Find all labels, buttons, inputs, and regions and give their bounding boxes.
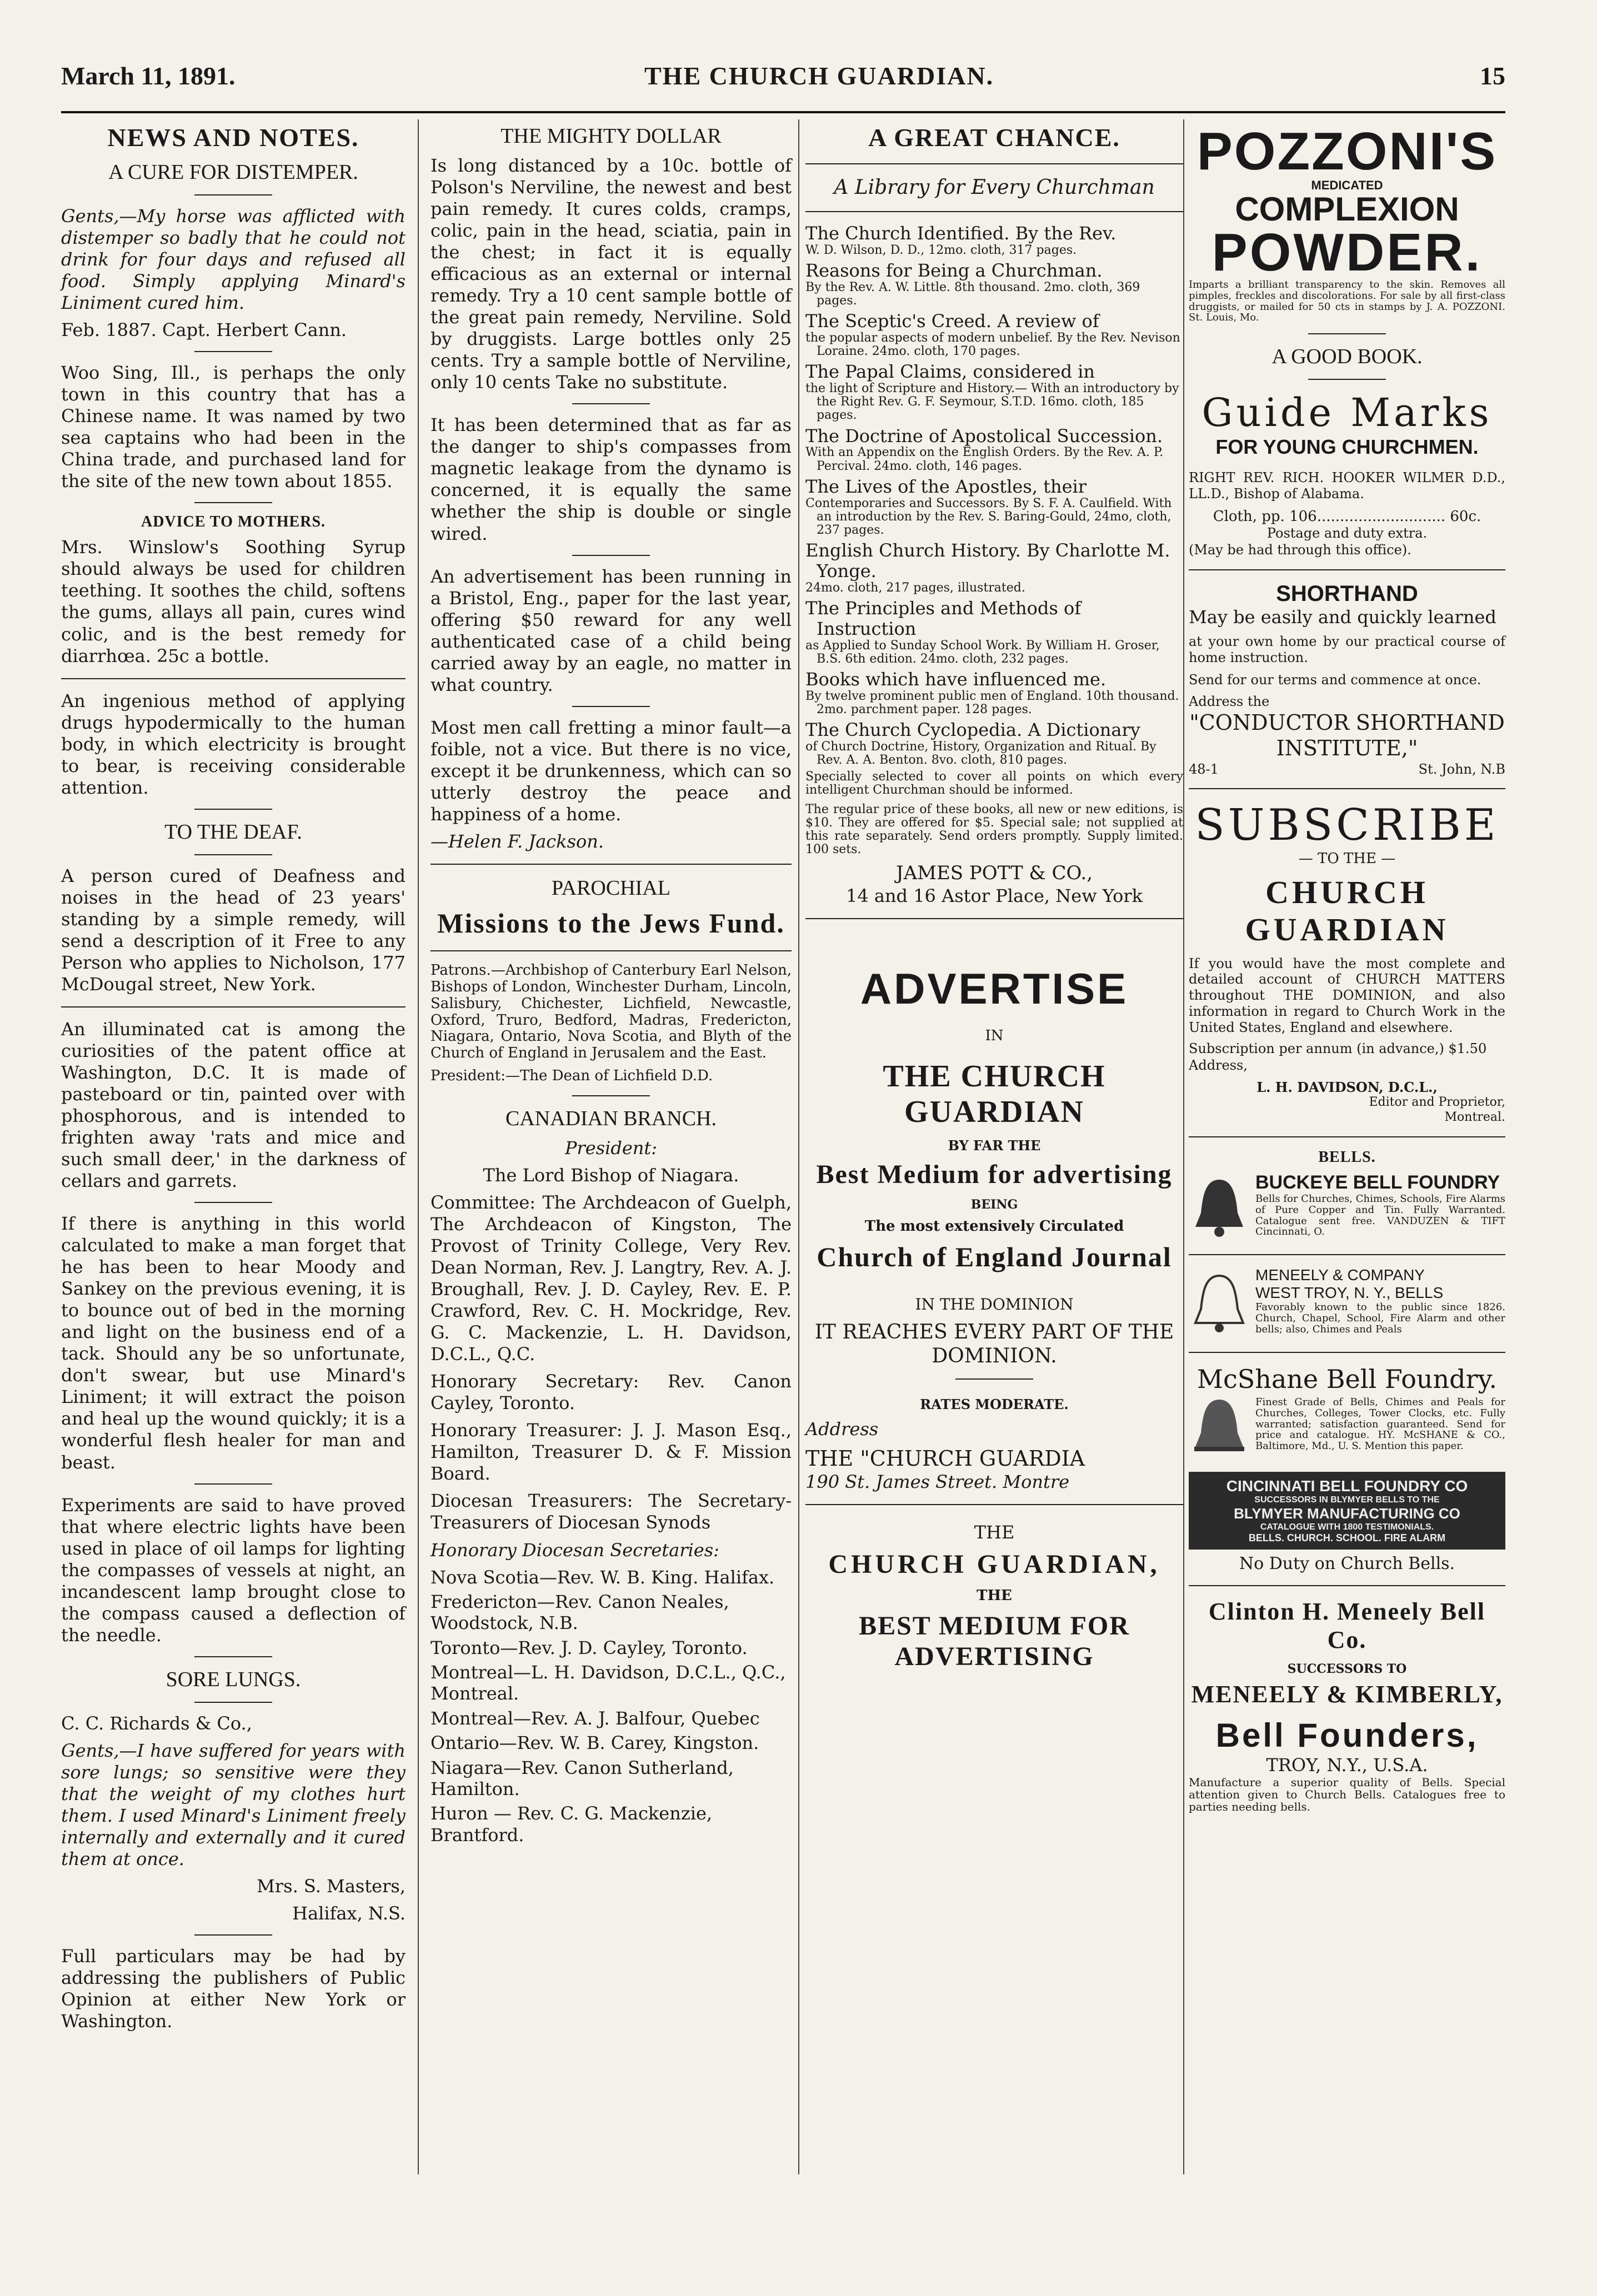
list-item: Montreal—Rev. A. J. Balfour, Quebec [430, 1707, 760, 1729]
column-divider [1183, 119, 1184, 2174]
church-journal-heading: Church of England Journal [817, 1241, 1172, 1273]
page-number: 15 [1480, 62, 1505, 90]
buckeye-text: Bells for Churches, Chimes, Schools, Fire Alarms of Pure Copper and Tin. Fully Warranted. Catalogue sent free. VANDUZEN & TIFT Cincinnati, O. [1255, 1192, 1506, 1238]
mcshane-ad [1189, 1394, 1505, 1461]
column-4 [1189, 119, 1505, 1818]
book-title: The Church Cyclopedia. A Dictionary [805, 719, 1140, 741]
meneely-title: MENEELY & COMPANY [1255, 1266, 1425, 1284]
book-title: The Principles and Methods of Instruction [805, 597, 1082, 639]
book-detail: Contemporaries and Successors. By S. F. A. Caulfield. With an introduction by the Rev. S. Baring-Gould, 24mo, cloth, 237 pages. [805, 496, 1172, 537]
article-body: Is long distanced by a 10c. bottle of Polson's Nerviline, the newest and best pain remedy. It cures colds, cramps, colic, pain in the head, sciatia, pain in the chest; in fact it is equally efficacious as an external or internal remedy. Try a 10 cent sample bottle of the great pain remedy, Nerviline. Sold by druggists. Large bottles only 25 cents. Try a sample bottle of Nerviline, only 10 cents Take no substitute. [430, 155, 792, 393]
mcshane-text: Finest Grade of Bells, Chimes and Peals for Churches, Colleges, Tower Clocks, etc. Fully warranted; satisfaction guaranteed. Send for price and catalogue. HY. McSHANE & CO., Baltimore, Md., U. S. Mention this paper. [1255, 1396, 1505, 1452]
great-chance-heading: A GREAT CHANCE. [868, 123, 1120, 152]
by-far-label: BY FAR THE [948, 1137, 1041, 1154]
divider [430, 950, 792, 951]
book-title: Reasons for Being a Churchman. [805, 259, 1103, 281]
article-body: A person cured of Deafness and noises in the head of 23 years' standing by a simple remedy, will send a description of it Free to any Person who applies to Nicholson, 177 McDougal street, New York. [61, 865, 405, 995]
advertise-heading: ADVERTISE [860, 964, 1129, 1013]
secretaries-list [430, 1567, 792, 1846]
book-detail: 24mo. cloth, 217 pages, illustrated. [805, 580, 1025, 595]
ref-number: 48-1 [1189, 761, 1219, 777]
divider [1189, 1136, 1505, 1137]
divider [1189, 1352, 1505, 1353]
library-subtitle: A Library for Every Churchman [834, 176, 1155, 199]
circulated-label: The most extensively Circulated [864, 1217, 1124, 1235]
price-note: The regular price of these books, all new or new editions, is $10. They are offered for $5. Special sale; not supplied at this rate separately. Send orders promptly. Supply limited. 100 sets. [805, 802, 1183, 857]
address-the: Address the [1189, 693, 1270, 709]
blymyer-ad [1189, 1472, 1505, 1550]
shorthand-heading: SHORTHAND [1276, 581, 1418, 606]
article-body: Gents,—My horse was afflicted with distemper so badly that he could not drink for four days and refused all food. Simply applying Minard's Liniment cured him. [61, 205, 405, 314]
divider [572, 1095, 650, 1096]
troy-label: TROY, N.Y., U.S.A. [1266, 1754, 1428, 1776]
cincinnati-title: CINCINNATI BELL FOUNDRY CO [1226, 1477, 1468, 1495]
subscribe-address-label: Address, [1189, 1057, 1248, 1073]
pozzoni-text: Imparts a brilliant transparency to the skin. Removes all pimples, freckles and discolorations. For sale by all first-class druggists, or mailed for 50 cts in stamps by J. A. POZZONI. St. Louis, Mo. [1189, 279, 1505, 324]
postage-note: Postage and duty extra. [1266, 525, 1428, 542]
diocesan-treasurers: Diocesan Treasurers: The Secretary-Treasurers of Diocesan Synods [430, 1490, 792, 1533]
divider [430, 864, 792, 865]
divider [805, 163, 1183, 164]
book-detail: By twelve prominent public men of England. 10th thousand. 2mo. parchment paper. 128 pages. [805, 689, 1179, 716]
church-guardian-heading: THE CHURCH GUARDIAN [883, 1059, 1106, 1129]
column-1 [61, 119, 405, 2038]
article-signature: —Helen F. Jackson. [430, 830, 604, 852]
shorthand-detail: at your own home by our practical course of home instruction. [1189, 634, 1505, 666]
list-item: Toronto—Rev. J. D. Cayley, Toronto. [430, 1637, 748, 1658]
article-signature: Mrs. S. Masters, [257, 1875, 405, 1897]
diocesan-secretaries-label: Honorary Diocesan Secretaries: [430, 1539, 719, 1561]
article-body: If there is anything in this world calculated to make a man forget that he has been to hear Moody and Sankey on the previous evening, it is to bounce out of bed in the morning and light on the business end of a tack. Should any be so unfortunate, don't swear, but use Minard's Liniment; it will extract the poison and heal up the wound quickly; it is a wonderful flesh healer for man and beast. [61, 1213, 405, 1473]
missions-heading: Missions to the Jews Fund. [437, 907, 785, 939]
shorthand-footer [1189, 761, 1505, 777]
article-body: An illuminated cat is among the curiosities of the patent office at Washington, D.C. It is made of pasteboard or tin, painted over with phosphorous, and is intended to frighten away 'rats and mice and such small deer,' in the darkness of cellars and garrets. [61, 1018, 405, 1192]
reaches-label: IT REACHES EVERY PART OF THE DOMINION. [814, 1320, 1174, 1368]
meneely-ad [1189, 1266, 1505, 1340]
being-label: BEING [970, 1197, 1018, 1212]
article-title: TO THE DEAF. [164, 820, 302, 844]
bell-icon [1189, 1174, 1250, 1241]
divider [572, 706, 650, 707]
divider [1308, 333, 1386, 334]
pozzoni-title: POZZONI'S [1197, 122, 1498, 181]
book-title: The Lives of the Apostles, their [805, 475, 1087, 497]
book-detail: as Applied to Sunday School Work. By William H. Groser, B.S. 6th edition. 24mo. cloth, 232 pages. [805, 638, 1160, 666]
divider [1189, 788, 1505, 789]
divider [1308, 379, 1386, 380]
article-body: An ingenious method of applying drugs hypodermically to the human body, in which electricity is brought to bear, is receiving considerable attention. [61, 690, 405, 798]
masthead-rule [61, 111, 1505, 113]
book-item [805, 598, 1183, 666]
article-body: Gents,—I have suffered for years with sore lungs; so sensitive were they that the weight of my clothes hurt them. I used Minard's Liniment freely internally and externally and it cured them at once. [61, 1739, 405, 1869]
divider [805, 211, 1183, 212]
divider [194, 194, 272, 195]
article-body: Most men call fretting a minor fault—a foible, not a vice. But there is no vice, except it be drunkenness, which can so utterly destroy the peace and happiness of a home. [430, 716, 792, 825]
issue-date: March 11, 1891. [61, 62, 236, 90]
president-label: President: [564, 1137, 658, 1159]
book-item [805, 311, 1183, 358]
president-text: President:—The Dean of Lichfield D.D. [430, 1067, 713, 1085]
conductor-label: "CONDUCTOR SHORTHAND INSTITUTE," [1189, 710, 1505, 761]
article-body: Mrs. Winslow's Soothing Syrup should always be used for children teething. It soothes the child, softens the gums, allays all pain, cures wind colic, and is the best remedy for diarrhœa. 25c a bottle. [61, 537, 405, 666]
secretary-text: Honorary Secretary: Rev. Canon Cayley, Toronto. [430, 1371, 792, 1414]
divider [194, 809, 272, 810]
article-title: ADVICE TO MOTHERS. [141, 513, 326, 531]
guide-marks-title: Guide Marks [1201, 390, 1493, 436]
list-item: Fredericton—Rev. Canon Neales, Woodstock, N.B. [430, 1591, 729, 1634]
committee-text: Committee: The Archdeacon of Guelph, The Archdeacon of Kingston, The Provost of Trinity College, Very Rev. Dean Norman, Rev. J. Langtry, Rev. A. J. Broughall, Rev. J. D. Cayley, Rev. E. P. Crawford, Rev. C. H. Mockridge, Rev. G. C. Mackenzie, L. H. Davidson, D.C.L., Q.C. [430, 1192, 792, 1365]
treasurer-text: Honorary Treasurer: J. J. Mason Esq., Hamilton, Treasurer D. & F. Mission Board. [430, 1420, 792, 1485]
publisher-name: JAMES POTT & CO., [895, 862, 1093, 885]
book-title: Books which have influenced me. [805, 668, 1107, 690]
to-the-label: — TO THE — [1298, 850, 1396, 867]
clinton-title: Clinton H. Meneely Bell Co. [1208, 1598, 1486, 1654]
church-guardian-banner: CHURCH GUARDIAN, [828, 1550, 1160, 1580]
article-body: An advertisement has been running in a Bristol, Eng., paper for the last year, offering $50 reward for any well authenticated case of a child being carried away by an eagle, no matter in what country. [430, 565, 792, 695]
divider [61, 1006, 405, 1007]
divider [194, 1656, 272, 1657]
specially-note: Specially selected to cover all points on which every intelligent Churchman should be informed. [805, 770, 1183, 798]
young-churchmen-label: FOR YOUNG CHURCHMEN. [1215, 435, 1479, 459]
article-title: THE MIGHTY DOLLAR [500, 124, 722, 148]
masthead [61, 50, 1505, 100]
meneely-kimberly-title: MENEELY & KIMBERLY, [1191, 1680, 1503, 1708]
book-title: The Doctrine of Apostolical Succession. [805, 425, 1163, 447]
manufacture-text: Manufacture a superior quality of Bells. Special attention given to Church Bells. Catalogues free to parties needing bells. [1189, 1775, 1505, 1813]
divider [194, 854, 272, 855]
no-duty-note: No Duty on Church Bells. [1239, 1553, 1455, 1573]
divider [194, 1483, 272, 1485]
west-troy-label: WEST TROY, N. Y., BELLS [1255, 1284, 1444, 1302]
book-item [805, 720, 1183, 767]
book-item [805, 362, 1183, 422]
best-medium-heading: Best Medium for advertising [816, 1159, 1173, 1189]
address-label: Address [805, 1418, 879, 1440]
book-item [805, 426, 1183, 473]
divider [805, 918, 1183, 919]
divider [1189, 1254, 1505, 1255]
divider [61, 678, 405, 679]
blymyer-bells: BELLS. CHURCH. SCHOOL. FIRE ALARM [1248, 1532, 1446, 1543]
good-book-heading: A GOOD BOOK. [1271, 345, 1423, 369]
divider [955, 1378, 1033, 1380]
article-body: Full particulars may be had by addressing the publishers of Public Opinion at either New York or Washington. [61, 1946, 405, 2032]
powder-label: POWDER. [1211, 223, 1483, 282]
buckeye-title: BUCKEYE BELL FOUNDRY [1255, 1171, 1500, 1193]
list-item: Niagara—Rev. Canon Sutherland, Hamilton. [430, 1757, 734, 1800]
article-signature: Halifax, N.S. [292, 1903, 405, 1924]
subscribe-text: If you would have the most complete and detailed account of CHURCH MATTERS throughout THE DOMINION, and also information in regard to Church Work in the United States, England and elsewhere. [1189, 955, 1505, 1035]
column-2 [430, 119, 792, 1849]
column-divider [798, 119, 799, 2174]
list-item: Nova Scotia—Rev. W. B. King. Halifax. [430, 1566, 775, 1588]
blymyer-title: BLYMYER MANUFACTURING CO [1234, 1505, 1460, 1522]
cloth-price: Cloth, pp. 106............................ 60c. [1213, 508, 1481, 525]
book-item [805, 477, 1183, 537]
divider [572, 403, 650, 404]
book-title: English Church History. By Charlotte M. Yonge. [805, 540, 1170, 581]
book-detail: the light of Scripture and History.— With an introductory by the Right Rev. G. F. Seymour, S.T.D. 16mo. cloth, 185 pages. [805, 382, 1179, 423]
book-title: The Sceptic's Creed. A review of [805, 310, 1099, 332]
book-item [805, 260, 1183, 308]
complexion-label: COMPLEXION [1235, 191, 1459, 228]
list-item: Huron — Rev. C. G. Mackenzie, Brantford. [430, 1803, 713, 1846]
rates-label: RATES MODERATE. [920, 1396, 1069, 1413]
church-guardian-subscribe: CHURCH GUARDIAN [1245, 874, 1449, 948]
the-label-2: THE [977, 1587, 1012, 1605]
paper-title: THE CHURCH GUARDIAN. [644, 62, 994, 90]
parochial-heading: PAROCHIAL [552, 876, 670, 900]
book-item [805, 669, 1183, 716]
pozzoni-ad [1189, 122, 1505, 324]
bell-icon [1189, 1394, 1250, 1461]
divider [194, 1202, 272, 1203]
the-label: THE [974, 1522, 1015, 1543]
location: St. John, N.B [1418, 761, 1505, 777]
editor-city: Montreal. [1444, 1110, 1505, 1125]
article-body: C. C. Richards & Co., [61, 1712, 252, 1734]
divider [194, 351, 272, 352]
book-item [805, 540, 1183, 595]
divider [194, 1702, 272, 1703]
list-item: Ontario—Rev. W. B. Carey, Kingston. [430, 1732, 759, 1754]
article-body: Woo Sing, Ill., is perhaps the only town in this country that has a Chinese name. It was named by two sea captains who had been in the China trade, and purchased land for the site of the new town about 1855. [61, 362, 405, 492]
canadian-branch-heading: CANADIAN BRANCH. [505, 1106, 717, 1130]
bell-founders-title: Bell Founders, [1215, 1716, 1479, 1754]
book-detail: the popular aspects of modern unbelief. By the Rev. Nevison Loraine. 24mo. cloth, 170 pages. [805, 330, 1180, 359]
buckeye-ad [1189, 1172, 1505, 1243]
article-body: Experiments are said to have proved that where electric lights have been used in place of oil lamps for lighting the compasses of vessels at night, an incandescent lamp brought close to the compass caused a deflection of the needle. [61, 1494, 405, 1646]
successors-label: SUCCESSORS TO [1287, 1662, 1407, 1677]
blymyer-catalogue: CATALOGUE WITH 1800 TESTIMONIALS. [1260, 1522, 1434, 1532]
column-3 [805, 119, 1183, 1680]
subscribe-heading: SUBSCRIBE [1195, 800, 1499, 850]
dominion-label: IN THE DOMINION [915, 1295, 1074, 1314]
article-signature: Feb. 1887. Capt. Herbert Cann. [61, 319, 347, 341]
in-label: IN [985, 1027, 1004, 1044]
send-terms: Send for our terms and commence at once. [1189, 671, 1481, 688]
author-text: RIGHT REV. RICH. HOOKER WILMER D.D., LL.D., Bishop of Alabama. [1189, 470, 1505, 502]
office-note: (May be had through this office). [1189, 542, 1411, 558]
book-title: The Papal Claims, considered in [805, 361, 1095, 383]
column-divider [418, 119, 419, 2174]
list-item: Montreal—L. H. Davidson, D.C.L., Q.C., Montreal. [430, 1662, 786, 1705]
address-street: 190 St. James Street. Montre [805, 1471, 1070, 1492]
editor-title: Editor and Proprietor, [1369, 1095, 1505, 1110]
book-item [805, 223, 1183, 257]
bell-icon [1189, 1270, 1250, 1337]
patrons-text: Patrons.—Archbishop of Canterbury Earl Nelson, Bishops of London, Winchester Durham, Lincoln, Salisbury, Chichester, Lichfield, Newcastle, Oxford, Truro, Bedford, Madras, Fredericton, Niagara, Ontario, Nova Scotia, and Blyth of the Church of England in Jerusalem and the East. [430, 961, 792, 1062]
publisher-address: 14 and 16 Astor Place, New York [845, 885, 1143, 906]
editor-name: L. H. DAVIDSON, D.C.L., [1256, 1079, 1438, 1096]
book-detail: By the Rev. A. W. Little. 8th thousand. 2mo. cloth, 369 pages. [805, 280, 1140, 308]
mcshane-title: McShane Bell Foundry. [1197, 1363, 1498, 1394]
article-title: SORE LUNGS. [166, 1667, 301, 1691]
divider [194, 502, 272, 503]
book-detail: With an Appendix on the English Orders. By the Rev. A. P. Percival. 24mo. cloth, 146 pages. [805, 445, 1164, 473]
divider [1189, 569, 1505, 570]
divider [1189, 1585, 1505, 1586]
book-detail: of Church Doctrine, History, Organization and Ritual. By Rev. A. A. Benton. 8vo. cloth, 810 pages. [805, 739, 1157, 768]
article-body: It has been determined that as far as the danger to ship's compasses from magnetic leakage from the dynamo is concerned, it is equally the same whether the ship is double or single wired. [430, 414, 792, 544]
book-list [805, 223, 1183, 767]
address-line: THE "CHURCH GUARDIA [805, 1446, 1085, 1471]
divider [805, 1504, 1183, 1505]
book-title: The Church Identified. By the Rev. [805, 222, 1117, 244]
article-title: A CURE FOR DISTEMPER. [108, 161, 358, 184]
divider [572, 555, 650, 556]
medicated-label: MEDICATED [1311, 178, 1383, 192]
subscribe-price: Subscription per annum (in advance,) $1.50 [1189, 1041, 1487, 1057]
shorthand-text: May be easily and quickly learned [1189, 606, 1496, 628]
meneely-text: Favorably known to the public since 1826. Church, Chapel, School, Fire Alarm and other bells; also, Chimes and Peals [1255, 1301, 1505, 1335]
bells-heading: BELLS. [1318, 1148, 1376, 1166]
best-medium-banner: BEST MEDIUM FOR ADVERTISING [859, 1611, 1130, 1671]
president-name: The Lord Bishop of Niagara. [483, 1165, 739, 1186]
news-heading: NEWS AND NOTES. [107, 123, 359, 152]
blymyer-successors: SUCCESSORS IN BLYMYER BELLS TO THE [1254, 1495, 1440, 1505]
divider [194, 1934, 272, 1936]
book-detail: W. D. Wilson, D. D., 12mo. cloth, 317 pages. [805, 243, 1077, 257]
